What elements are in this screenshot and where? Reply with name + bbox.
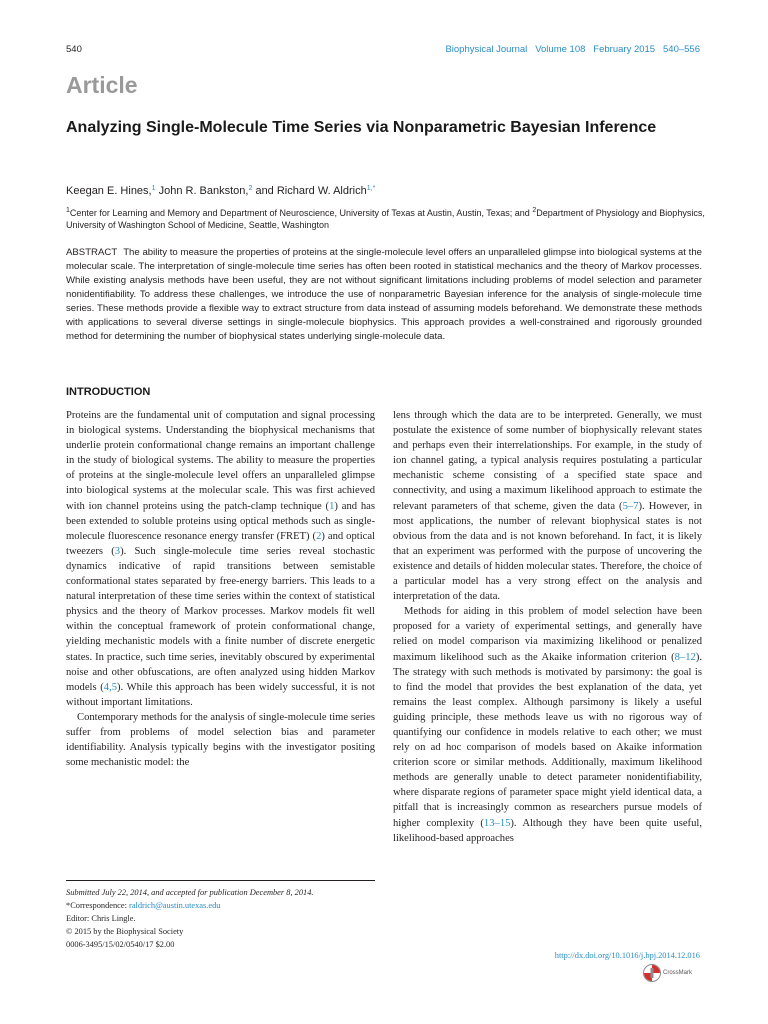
body-paragraph: [393, 408, 702, 604]
affiliation-text: Center for Learning and Memory and Department of Neuroscience, University of Texas at Austin, Austin, Texas; and: [69, 208, 533, 218]
copyright: © 2015 by the Biophysical Society: [66, 927, 184, 936]
body-text: ). While this approach has been widely successful, it is not without important limitations.: [66, 681, 375, 708]
citation-link[interactable]: 1: [329, 500, 335, 512]
body-text: ). Such single-molecule time series reveal stochastic dynamics indicative of rapid transitions between semistable conformational states separated by free-energy barriers. This leads to a natural interpretation of these time series within the context of statistical physics and the theory of Markov processes. Markov models fit well within the conceptual framework of protein conformational change, yielding mechanistic models with a finite number of discrete energetic states. In practice, such time series, inevitably obscured by experimental noise and other obfuscations, are often analyzed using hidden Markov models (: [66, 545, 375, 693]
affiliations: [66, 205, 706, 231]
correspondence: [66, 899, 375, 912]
section-heading-introduction: INTRODUCTION: [66, 386, 151, 398]
affiliation-marker[interactable]: 2: [248, 185, 253, 192]
abstract-label: ABSTRACT: [66, 247, 118, 258]
body-text: ). Although they have been quite useful, likelihood-based approaches: [393, 817, 702, 844]
doi-link[interactable]: http://dx.doi.org/10.1016/j.bpj.2014.12.016: [554, 951, 700, 960]
body-paragraph: Contemporary methods for the analysis of single-molecule time series suffer from problems of model selection bias and parameter identifiability. Analysis typically begins with the investigator positing some mechanistic model: the: [66, 711, 375, 769]
affiliation-marker: 1: [66, 207, 70, 214]
citation-link[interactable]: 4,5: [103, 681, 118, 693]
body-paragraph: [66, 408, 375, 710]
body-text: ). The strategy with such methods is motivated by parsimony: the goal is to find the model that provides the best explanation of the data, yet remains the least complex. Although parsimony is likely a useful guiding principle, these methods leave us with no rigorous way of quantifying our confidence in models relative to each other; we must rely on ad hoc comparison of models based on Akaike information criterion score or similar methods. Additionally, maximum likelihood methods are generally unable to detect parameter nonidentifiability, where disparate regions of parameter space might yield identical data, a pitfall that is increasingly common as researchers pursue models of higher complexity (: [393, 651, 702, 829]
citation-link[interactable]: 5–7: [622, 500, 639, 512]
footnote-divider: [66, 880, 375, 881]
body-text: Methods for aiding in this problem of model selection have been proposed for a variety of experimental settings, and generally have relied on model comparison via maximizing likelihood or penalized maximum likelihood such as the Akaike information criterion (: [393, 606, 702, 663]
body-paragraph: [393, 604, 702, 846]
crossmark-label: CrossMark: [663, 970, 693, 976]
submission-dates: Submitted July 22, 2014, and accepted for publication December 8, 2014.: [66, 888, 314, 897]
crossmark-icon: [643, 964, 661, 982]
citation-link[interactable]: 8–12: [674, 651, 696, 663]
article-title: Analyzing Single-Molecule Time Series via Nonparametric Bayesian Inference: [66, 119, 657, 136]
article-type-label: Article: [66, 72, 138, 98]
affiliation-marker[interactable]: 1: [151, 185, 156, 192]
body-text: ) and optical tweezers (: [66, 530, 375, 557]
body-text: lens through which the data are to be interpreted. Generally, we must postulate the existence of some number of biophysically relevant states and perhaps even their interrelationships. For example, in the study of ion channel gating, a typical analysis requires postulating a particular mechanistic scheme consisting of a specified state space and connectivity, and using a maximum likelihood approach to estimate the relevant parameters of that scheme, given the data (: [393, 410, 702, 512]
citation-link[interactable]: 3: [114, 545, 121, 557]
body-column-left: [66, 408, 375, 770]
correspondence-email-link[interactable]: raldrich@austin.utexas.edu: [129, 901, 221, 910]
crossmark-badge[interactable]: [643, 963, 701, 983]
body-text: Proteins are the fundamental unit of computation and signal processing in biological systems. Understanding the biophysical mechanisms that underlie protein conformational change remains an important challenge in the study of biological systems. The ability to measure the properties of proteins at the single-molecule level offers an unparalleled glimpse into biological systems at the molecular scale. This was first achieved with ion channel proteins using the patch-clamp technique (: [66, 410, 375, 512]
abstract-text: The ability to measure the properties of proteins at the single-molecule level offers an unparalleled glimpse into biological systems at the molecular scale. The interpretation of single-molecule time series has often been rooted in statistical mechanics and the theory of Markov processes. While existing analysis methods have been useful, they are not without significant limitations including problems of model selection and parameter nonidentifiability. To address these challenges, we introduce the use of nonparametric Bayesian inference for the analysis of single-molecule time series. These methods provide a flexible way to extract structure from data instead of assuming models beforehand. We demonstrate these methods with applications to several diverse settings in single-molecule biophysics. This approach provides a well-constrained and rigorously grounded method for determining the number of biophysical states underlying single-molecule data.: [66, 247, 702, 342]
author-name: John R. Bankston,: [155, 185, 249, 197]
body-text: ). However, in most applications, the number of relevant biophysical states is not obvious from the data and is not known beforehand. In fact, it is likely that an experiment was performed with the purpose of uncovering the existence and details of hidden molecular states. Therefore, the choice of a particular model has a very strong effect on the analysis and interpretation of the data.: [393, 500, 703, 603]
footnotes: [66, 886, 375, 951]
journal-info[interactable]: Biophysical Journal Volume 108 February 2015 540–556: [445, 44, 700, 55]
citation-link[interactable]: 2: [316, 530, 322, 542]
body-text: ) and has been extended to soluble proteins using optical methods such as single-molecule fluorescence resonance energy transfer (FRET) (: [66, 500, 375, 542]
issn: 0006-3495/15/02/0540/17 $2.00: [66, 940, 175, 949]
affiliation-marker[interactable]: 1,*: [366, 185, 376, 192]
correspondence-label: *Correspondence:: [66, 901, 130, 910]
editor: Editor: Chris Lingle.: [66, 914, 136, 923]
body-column-right: [393, 408, 702, 846]
author-name: and Richard W. Aldrich: [252, 185, 367, 197]
affiliation-text: Department of Physiology and Biophysics, University of Washington School of Medicine, Seattle, Washington: [66, 208, 705, 230]
abstract: [66, 246, 702, 344]
citation-link[interactable]: 13–15: [483, 817, 511, 829]
author-list: [66, 185, 706, 197]
author-name: Keegan E. Hines,: [66, 185, 152, 197]
page-number: 540: [66, 44, 82, 55]
affiliation-marker: 2: [532, 207, 537, 214]
